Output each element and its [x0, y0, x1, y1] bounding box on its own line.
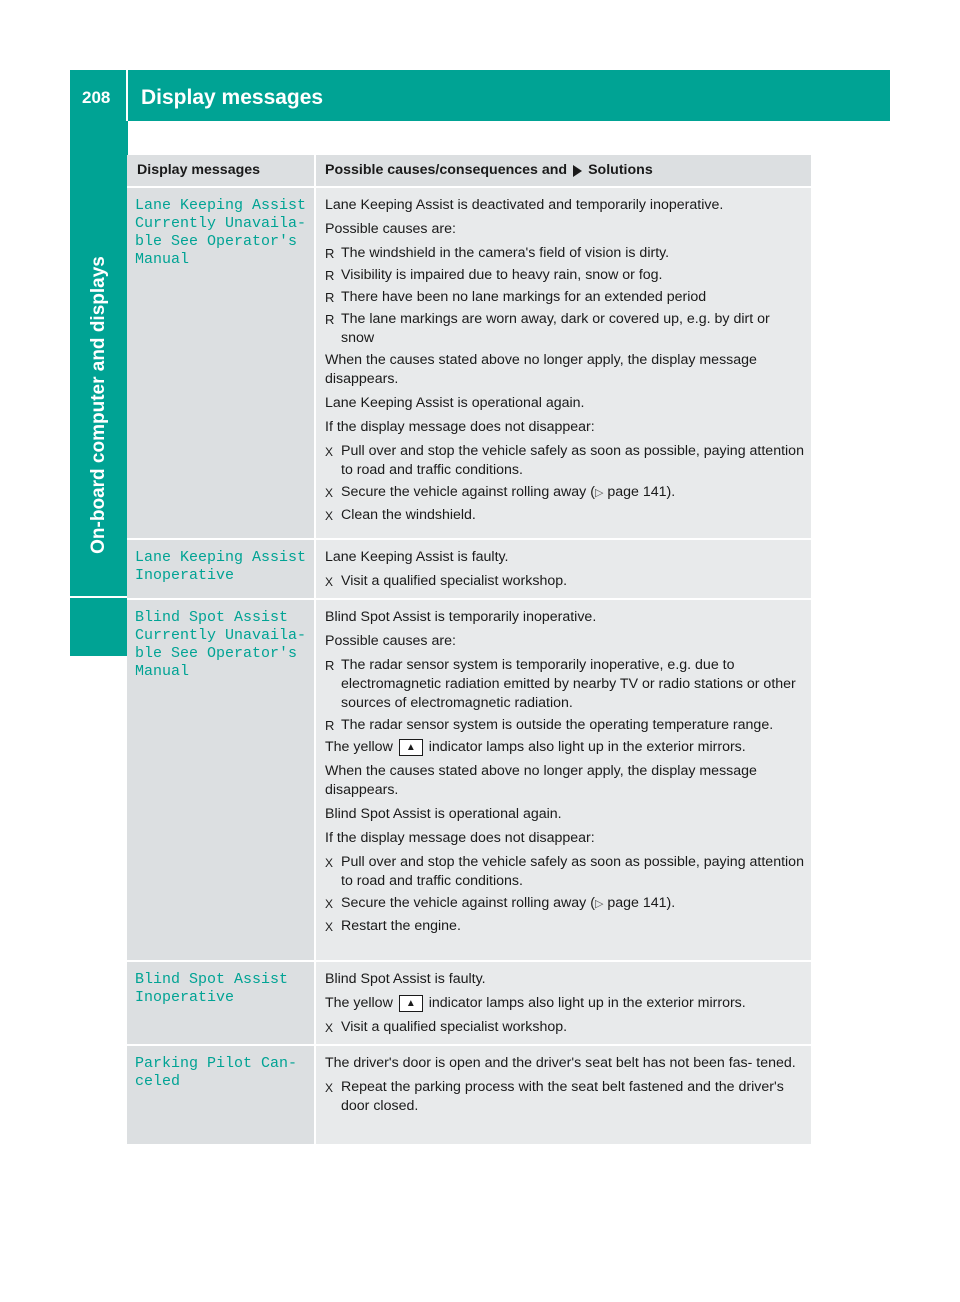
list-item: R The radar sensor system is outside the operating temperature range. — [325, 717, 774, 733]
display-message: Blind Spot Assist Currently Unavaila‐ ble See Operator's Manual — [135, 609, 307, 680]
display-message: Parking Pilot Can‐ celed — [135, 1055, 298, 1090]
solutions-cell: Blind Spot Assist is temporarily inoperative. Possible causes are: R The radar sensor system is temporarily inoperative, e.g. due to electromagnetic radiation emitted by nearby TV or radio stations or other sources of electromagnetic radiation. R The radar sensor system is outside the operating temperature range. The yellow ▲ indicator lamps also light up in the exterior mirrors. When the causes stated above no longer apply, the display message disappears. Blind Spot Assist is operational again. If the display message does not disappear: X Pull over and stop the vehicle safely as soon as possible, paying attention to road and traffic conditions. X Secure the vehicle against rolling away (▷ page 141). X Restart the engine. — [314, 600, 811, 960]
bullet-icon: R — [325, 658, 335, 673]
list-item: R There have been no lane markings for an extended period — [325, 289, 707, 305]
section-marker — [70, 598, 128, 656]
list-item: R The radar sensor system is temporarily inoperative, e.g. due to electromagnetic radiation emitted by nearby TV or radio stations or other sources of electromagnetic radiation. — [325, 657, 796, 711]
display-message-cell — [127, 188, 314, 538]
bullet-icon: R — [325, 268, 335, 283]
page-reference-icon: ▷ — [594, 487, 604, 499]
list-item: R The lane markings are worn away, dark or covered up, e.g. by dirt or snow — [325, 311, 770, 346]
solution-step: X Secure the vehicle against rolling away (▷ page 141). — [325, 894, 804, 914]
table-row — [127, 186, 811, 538]
solution-step: X Visit a qualified specialist workshop. — [325, 1018, 804, 1038]
arrow-right-icon — [573, 165, 582, 177]
bullet-icon: R — [325, 290, 335, 305]
step-arrow-icon: X — [325, 1081, 334, 1095]
bullet-icon: R — [325, 718, 335, 733]
display-message-cell — [127, 540, 314, 598]
blind-spot-indicator-icon: ▲ — [399, 739, 423, 756]
step-arrow-icon: X — [325, 897, 334, 911]
solution-step: X Repeat the parking process with the seat belt fastened and the driver's door closed. — [325, 1079, 784, 1114]
blind-spot-indicator-icon: ▲ — [399, 995, 423, 1012]
bullet-icon: R — [325, 312, 335, 327]
section-label: On-board computer and displays — [88, 256, 109, 554]
solution-step: X Secure the vehicle against rolling away (▷ page 141). — [325, 483, 804, 503]
solutions-cell: Blind Spot Assist is faulty. The yellow ▲ indicator lamps also light up in the exterior mirrors. X Visit a qualified specialist workshop. — [314, 962, 811, 1044]
table-header — [127, 155, 811, 186]
messages-table — [127, 155, 811, 1144]
table-row — [127, 538, 811, 598]
solutions-cell: Lane Keeping Assist is deactivated and temporarily inoperative. Possible causes are: R The windshield in the camera's field of vision is dirty. R Visibility is impaired due to heavy rain, snow or fog. R There have been no lane markings for an extended period R The lane markings are worn away, dark or covered up, e.g. by dirt or snow When the causes stated above no longer apply, the display message disappears. Lane Keeping Assist is operational again. If the display message does not disappear: X Pull over and stop the vehicle safely as soon as possible, paying attention to road and traffic conditions. X Secure the vehicle against rolling away (▷ page 141). X Clean the windshield. — [314, 188, 811, 538]
list-item: R The windshield in the camera's field of vision is dirty. — [325, 245, 670, 261]
solution-step: X Restart the engine. — [325, 917, 804, 937]
list-item: R Visibility is impaired due to heavy rain, snow or fog. — [325, 267, 663, 283]
header-divider — [126, 70, 128, 121]
solutions-cell: Lane Keeping Assist is faulty. X Visit a qualified specialist workshop. — [314, 540, 811, 598]
column-header-messages: Display messages — [137, 162, 261, 178]
table-row — [127, 1044, 811, 1144]
display-message-cell — [127, 600, 314, 960]
page-number: 208 — [82, 88, 111, 107]
step-arrow-icon: X — [325, 856, 334, 870]
bullet-icon: R — [325, 246, 335, 261]
solution-step: X Visit a qualified specialist workshop. — [325, 572, 804, 592]
display-message-cell — [127, 962, 314, 1044]
table-row — [127, 960, 811, 1044]
display-message: Blind Spot Assist Inoperative — [135, 971, 289, 1006]
solutions-cell: The driver's door is open and the driver's seat belt has not been fas‐ tened. X Repeat the parking process with the seat belt fastened and the driver's door closed. — [314, 1046, 811, 1144]
step-arrow-icon: X — [325, 920, 334, 934]
solution-step: X Pull over and stop the vehicle safely as soon as possible, paying attention to road and traffic conditions. — [325, 854, 804, 889]
display-message-cell — [127, 1046, 314, 1144]
step-arrow-icon: X — [325, 1021, 334, 1035]
solution-step: X Pull over and stop the vehicle safely as soon as possible, paying attention to road and traffic conditions. — [325, 443, 804, 478]
step-arrow-icon: X — [325, 509, 334, 523]
page-reference-icon: ▷ — [594, 898, 604, 910]
display-message: Lane Keeping Assist Inoperative — [135, 549, 307, 584]
solution-step: X Clean the windshield. — [325, 506, 804, 526]
step-arrow-icon: X — [325, 575, 334, 589]
step-arrow-icon: X — [325, 445, 334, 459]
step-arrow-icon: X — [325, 486, 334, 500]
column-header-solutions: Possible causes/consequences and Solutions — [314, 155, 811, 186]
display-message: Lane Keeping Assist Currently Unavaila‐ ble See Operator's Manual — [135, 197, 307, 268]
page-title: Display messages — [141, 86, 324, 109]
table-row — [127, 598, 811, 960]
